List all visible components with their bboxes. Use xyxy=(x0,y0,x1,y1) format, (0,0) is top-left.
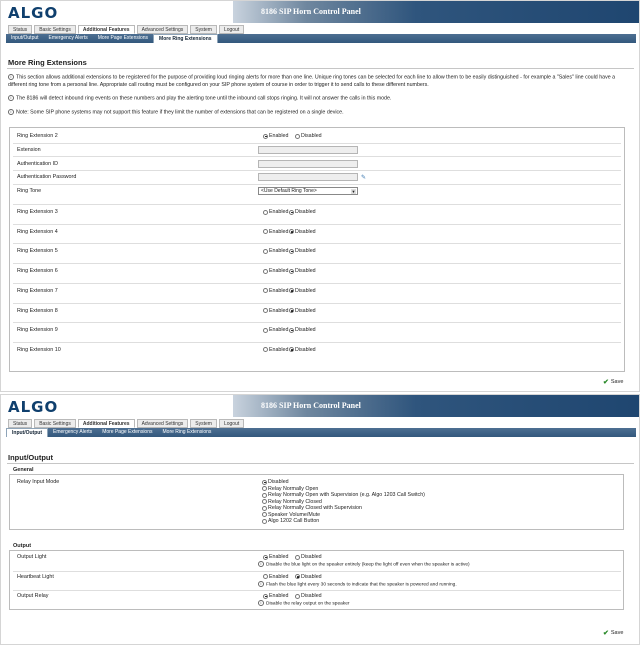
tab-status[interactable]: Status xyxy=(8,25,32,34)
radio-on-icon xyxy=(295,574,300,579)
info-icon: i xyxy=(8,95,14,101)
tab-basic-settings[interactable]: Basic Settings xyxy=(34,419,76,428)
note-description: i This section allows additional extensions to be registered for the purpose of providing loud ringing alerts for more than one line. Unique ring tones can be selected for each line to allow them to be easily distinguished - for example a "Sales" line could have a different ring tone from a personal line. Appropriate call routing must be configured on your SIP phone system of course in order to trigger it to send calls to these different numbers. xyxy=(8,74,616,88)
relay-input-options xyxy=(262,479,425,524)
radio-on-icon xyxy=(289,308,294,313)
relay-mode-option[interactable]: Relay Normally Open xyxy=(262,486,425,492)
extension-input[interactable] xyxy=(258,146,358,154)
radio-on-icon xyxy=(262,480,267,485)
subtab-more-page-extensions[interactable]: More Page Extensions xyxy=(97,35,149,41)
subtab-input-output[interactable]: Input/Output xyxy=(11,35,39,41)
ring-extension-label: Ring Extension 6 xyxy=(17,268,58,275)
divider xyxy=(13,204,621,205)
relay-mode-option[interactable]: Speaker Volume/Mute xyxy=(262,512,425,518)
radio-off-icon xyxy=(263,328,268,333)
tab-system[interactable]: System xyxy=(190,419,217,428)
ring-extension-enabled-radio[interactable]: Enabled xyxy=(263,308,288,314)
checkmark-icon: ✔ xyxy=(603,379,609,386)
radio-on-icon xyxy=(289,249,294,254)
divider xyxy=(13,590,621,591)
main-tabs xyxy=(8,25,244,34)
radio-on-icon xyxy=(263,594,268,599)
chevron-down-icon: ▼ xyxy=(351,189,356,194)
divider xyxy=(13,143,621,144)
divider xyxy=(13,243,621,244)
relay-mode-option[interactable]: Relay Normally Open with Supervision (e.g. Algo 1203 Call Switch) xyxy=(262,492,425,498)
divider xyxy=(13,571,621,572)
radio-off-icon xyxy=(263,269,268,274)
divider xyxy=(7,68,634,69)
output-section-title: Output xyxy=(13,543,32,549)
tab-logout[interactable]: Logout xyxy=(219,419,244,428)
radio-off-icon xyxy=(295,594,300,599)
auth-password-input[interactable] xyxy=(258,173,358,181)
output-label: Output Relay xyxy=(17,593,49,599)
key-icon[interactable]: ✎ xyxy=(361,175,367,181)
radio-on-icon xyxy=(289,347,294,352)
divider xyxy=(13,170,621,171)
auth-id-label: Authentication ID xyxy=(17,161,59,167)
output-enabled-radio[interactable]: Enabled xyxy=(263,593,288,599)
extension-label: Extension xyxy=(17,147,41,153)
ring-extension-disabled-radio[interactable]: Disabled xyxy=(289,268,316,274)
tab-additional-features[interactable]: Additional Features xyxy=(78,25,135,34)
divider xyxy=(13,263,621,264)
ring-extension-enabled-radio[interactable]: Enabled xyxy=(263,327,288,333)
divider xyxy=(13,283,621,284)
ring-extension-disabled-radio[interactable]: Disabled xyxy=(289,248,316,254)
ring-extension-disabled-radio[interactable]: Disabled xyxy=(289,288,316,294)
radio-off-icon xyxy=(262,512,267,517)
relay-mode-option[interactable]: Disabled xyxy=(262,479,425,485)
tab-additional-features[interactable]: Additional Features xyxy=(78,419,135,428)
header xyxy=(1,1,639,23)
radio-off-icon xyxy=(263,249,268,254)
divider xyxy=(13,342,621,343)
ring-extension-disabled-radio[interactable]: Disabled xyxy=(289,209,316,215)
ring-extension-label: Ring Extension 9 xyxy=(17,327,58,334)
output-enabled-radio[interactable]: Enabled xyxy=(263,574,288,580)
input-output-panel xyxy=(0,394,640,645)
radio-off-icon xyxy=(262,486,267,491)
relay-mode-option[interactable]: Algo 1202 Call Button xyxy=(262,518,425,524)
ring-extension-enabled-radio[interactable]: Enabled xyxy=(263,268,288,274)
subtab-more-ring-extensions[interactable]: More Ring Extensions xyxy=(162,429,212,435)
radio-off-icon xyxy=(263,210,268,215)
ring-tone-select[interactable]: <Use Default Ring Tone> ▼ xyxy=(258,187,358,195)
divider xyxy=(7,463,634,464)
output-disabled-radio[interactable]: Disabled xyxy=(295,554,322,560)
tab-logout[interactable]: Logout xyxy=(219,25,244,34)
ring-extension-enabled-radio[interactable]: Enabled xyxy=(263,229,288,235)
tab-status[interactable]: Status xyxy=(8,419,32,428)
ring-extension-enabled-radio[interactable]: Enabled xyxy=(263,288,288,294)
note-detect: i The 8186 will detect inbound ring events on these numbers and play the alerting tone until the inbound call stops ringing. It will not answer the calls in this mode. xyxy=(8,95,628,103)
header xyxy=(1,395,639,417)
divider xyxy=(13,322,621,323)
output-disabled-radio[interactable]: Disabled xyxy=(295,574,322,580)
output-help-text: i Disable the relay output on the speaker xyxy=(258,600,349,606)
radio-off-icon xyxy=(295,555,300,560)
subtab-more-page-extensions[interactable]: More Page Extensions xyxy=(102,429,153,435)
info-icon: i xyxy=(8,109,14,115)
ext2-disabled-radio[interactable]: Disabled xyxy=(295,133,322,139)
page-title: More Ring Extensions xyxy=(8,58,87,67)
sub-tabs xyxy=(6,428,636,437)
output-disabled-radio[interactable]: Disabled xyxy=(295,593,322,599)
relay-mode-option[interactable]: Relay Normally Closed xyxy=(262,499,425,505)
divider xyxy=(13,184,621,185)
ring-extension-disabled-radio[interactable]: Disabled xyxy=(289,229,316,235)
ring-extension-label: Ring Extension 7 xyxy=(17,287,58,294)
radio-on-icon xyxy=(263,555,268,560)
subtab-more-ring-extensions[interactable]: More Ring Extensions xyxy=(153,34,218,43)
tab-system[interactable]: System xyxy=(190,25,217,34)
subtab-emergency-alerts[interactable]: Emergency Alerts xyxy=(48,35,88,41)
output-label: Output Light xyxy=(17,554,47,560)
divider xyxy=(13,303,621,304)
general-section-title: General xyxy=(13,467,34,473)
info-icon: i xyxy=(8,74,14,80)
divider xyxy=(13,156,621,157)
radio-on-icon xyxy=(289,288,294,293)
page-title: Input/Output xyxy=(8,453,53,462)
info-icon: i xyxy=(258,561,264,567)
sub-tabs xyxy=(6,34,636,43)
relay-input-label: Relay Input Mode xyxy=(17,479,60,485)
radio-on-icon xyxy=(289,210,294,215)
subtab-input-output[interactable]: Input/Output xyxy=(6,428,48,437)
ring-extension-enabled-radio[interactable]: Enabled xyxy=(263,248,288,254)
save-button[interactable]: ✔ Save xyxy=(603,630,624,637)
relay-mode-option[interactable]: Relay Normally Closed with Supervision xyxy=(262,505,425,511)
info-icon: i xyxy=(258,600,264,606)
brand-logo: ALGO xyxy=(8,398,59,416)
auth-password-label: Authentication Password xyxy=(17,174,77,180)
tab-basic-settings[interactable]: Basic Settings xyxy=(34,25,76,34)
ring-extension-label: Ring Extension 5 xyxy=(17,248,58,255)
title-band xyxy=(233,1,639,23)
ring-extension-label: Ring Extension 3 xyxy=(17,209,58,215)
output-help-text: i Flash the blue light every 30 seconds to indicate that the speaker is powered and running. xyxy=(258,581,457,587)
main-tabs xyxy=(8,419,244,428)
ring-extension-enabled-radio[interactable]: Enabled xyxy=(263,347,288,353)
app-title: 8186 SIP Horn Control Panel xyxy=(261,7,361,16)
tab-advanced-settings[interactable]: Advanced Settings xyxy=(137,25,189,34)
radio-off-icon xyxy=(263,574,268,579)
ring-extension-label: Ring Extension 4 xyxy=(17,228,58,235)
output-help-text: i Disable the blue light on the speaker entirely (keep the light off even when the speaker is active) xyxy=(258,561,470,567)
ring-tone-label: Ring Tone xyxy=(17,188,42,194)
auth-id-input[interactable] xyxy=(258,160,358,168)
brand-logo: ALGO xyxy=(8,4,59,22)
output-label: Heartbeat Light xyxy=(17,573,54,580)
note-support: i Note: Some SIP phone systems may not support this feature if they limit the number of extensions that can be registered on a single device. xyxy=(8,109,628,117)
radio-off-icon xyxy=(262,506,267,511)
output-enabled-radio[interactable]: Enabled xyxy=(263,554,288,560)
ring-extension-enabled-radio[interactable]: Enabled xyxy=(263,209,288,215)
app-title: 8186 SIP Horn Control Panel xyxy=(261,401,361,410)
ring-extension-label: Ring Extension 10 xyxy=(17,346,61,353)
checkmark-icon: ✔ xyxy=(603,630,609,637)
radio-off-icon xyxy=(263,229,268,234)
radio-on-icon xyxy=(263,134,268,139)
radio-on-icon xyxy=(289,328,294,333)
radio-on-icon xyxy=(289,229,294,234)
radio-off-icon xyxy=(295,134,300,139)
radio-off-icon xyxy=(263,288,268,293)
ext2-enabled-radio[interactable]: Enabled xyxy=(263,133,288,139)
radio-off-icon xyxy=(263,308,268,313)
save-button[interactable]: ✔ Save xyxy=(603,379,624,386)
radio-on-icon xyxy=(289,269,294,274)
divider xyxy=(13,224,621,225)
radio-off-icon xyxy=(262,493,267,498)
info-icon: i xyxy=(258,581,264,587)
title-band xyxy=(233,395,639,417)
ring-extension-disabled-radio[interactable]: Disabled xyxy=(289,347,316,353)
ext2-label: Ring Extension 2 xyxy=(17,133,58,139)
ring-extension-label: Ring Extension 8 xyxy=(17,307,58,314)
radio-off-icon xyxy=(262,519,267,524)
ring-extension-disabled-radio[interactable]: Disabled xyxy=(289,327,316,333)
ring-extension-disabled-radio[interactable]: Disabled xyxy=(289,308,316,314)
radio-off-icon xyxy=(262,499,267,504)
subtab-emergency-alerts[interactable]: Emergency Alerts xyxy=(53,429,93,435)
tab-advanced-settings[interactable]: Advanced Settings xyxy=(137,419,189,428)
radio-off-icon xyxy=(263,347,268,352)
